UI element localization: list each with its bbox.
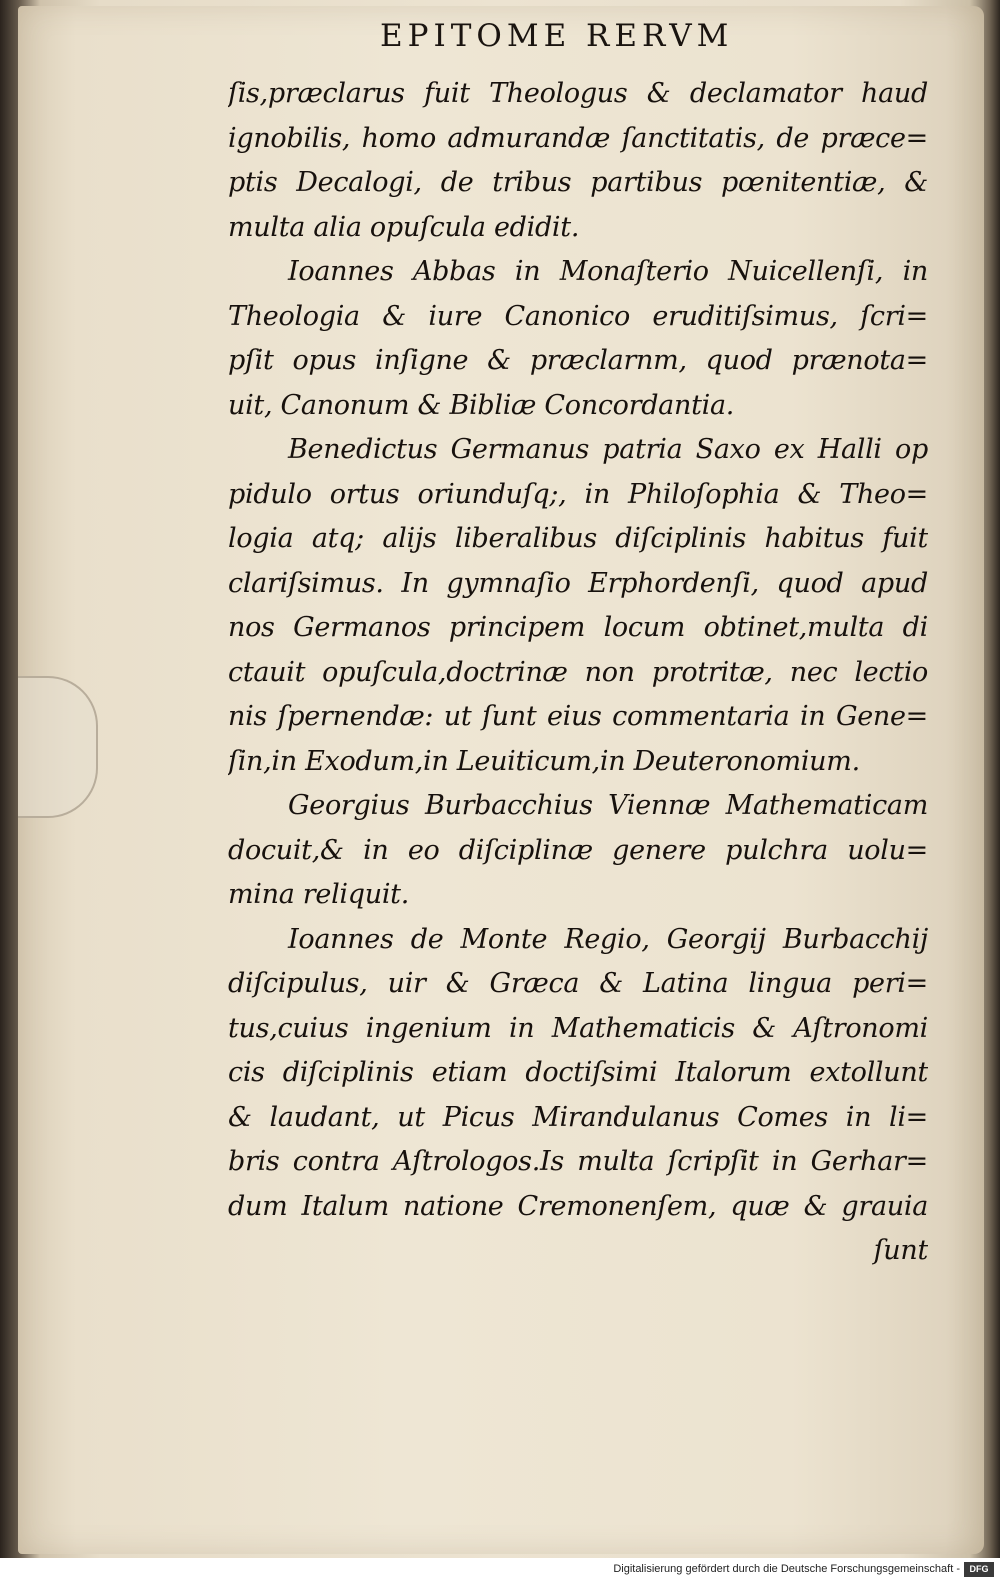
dfg-logo-icon: DFG: [964, 1562, 994, 1577]
text-line: logia atq; alijs liberalibus diſciplinis habitus fuit: [228, 523, 928, 554]
text-line: bris contra Aſtrologos.Is multa ſcripſit in Gerhar=: [228, 1146, 928, 1177]
text-line: uit, Canonum & Bibliæ Concordantia.: [228, 389, 735, 421]
running-head: EPITOME RERVM: [380, 18, 734, 54]
text-line: dum Italum natione Cremonenſem, quæ & grauia: [228, 1190, 928, 1222]
text-line: ptis Decalogi, de tribus partibus pœnitentiæ, &: [228, 167, 928, 198]
text-line: ſis,præclarus fuit Theologus & declamator haud: [228, 78, 928, 109]
text-line: clariſsimus. In gymnaſio Erphordenſi, quod apud: [228, 567, 928, 599]
text-line: Theologia & iure Canonico eruditiſsimus, ſcri=: [228, 300, 928, 332]
text-line: mina reliquit.: [228, 879, 410, 910]
text-line: tus,cuius ingenium in Mathematicis & Aſtronomi: [228, 1012, 928, 1044]
text-line: cis diſciplinis etiam doctiſsimi Italorum extollunt: [228, 1057, 928, 1088]
text-line: multa alia opuſcula edidit.: [228, 211, 580, 243]
catchword: ſunt: [873, 1235, 928, 1266]
text-line: ctauit opuſcula,doctrinæ non protritæ, nec lectio: [228, 656, 928, 688]
text-line: ſin,in Exodum,in Leuiticum,in Deuteronomium.: [228, 745, 860, 777]
text-line: Ioannes de Monte Regio, Georgij Burbacchij: [288, 923, 928, 955]
text-line: nos Germanos principem locum obtinet,multa di: [228, 612, 928, 643]
text-line: & laudant, ut Picus Mirandulanus Comes in li=: [228, 1101, 928, 1133]
text-line: nis ſpernendæ: ut ſunt eius commentaria in Gene=: [228, 701, 928, 732]
page-edge-shadow: [18, 676, 98, 818]
text-line: Benedictus Germanus patria Saxo ex Halli op: [288, 434, 928, 465]
text-block: [228, 72, 928, 1274]
text-line: ignobilis, homo admurandæ ſanctitatis, de præce=: [228, 122, 928, 154]
text-line: pſit opus inſigne & præclarnm, quod prænota=: [228, 345, 928, 376]
digitization-footer: [0, 1558, 1000, 1583]
text-line: docuit,& in eo diſciplinæ genere pulchra uolu=: [228, 834, 928, 866]
text-line: Ioannes Abbas in Monaſterio Nuicellenſi, in: [288, 256, 928, 287]
text-line: diſcipulus, uir & Græca & Latina lingua peri=: [228, 968, 928, 999]
text-line: Georgius Burbacchius Viennæ Mathematicam: [288, 790, 928, 821]
funding-credit: Digitalisierung gefördert durch die Deutsche Forschungsgemeinschaft -: [613, 1563, 960, 1575]
text-line: pidulo ortus oriunduſq;, in Philoſophia & Theo=: [228, 478, 928, 510]
